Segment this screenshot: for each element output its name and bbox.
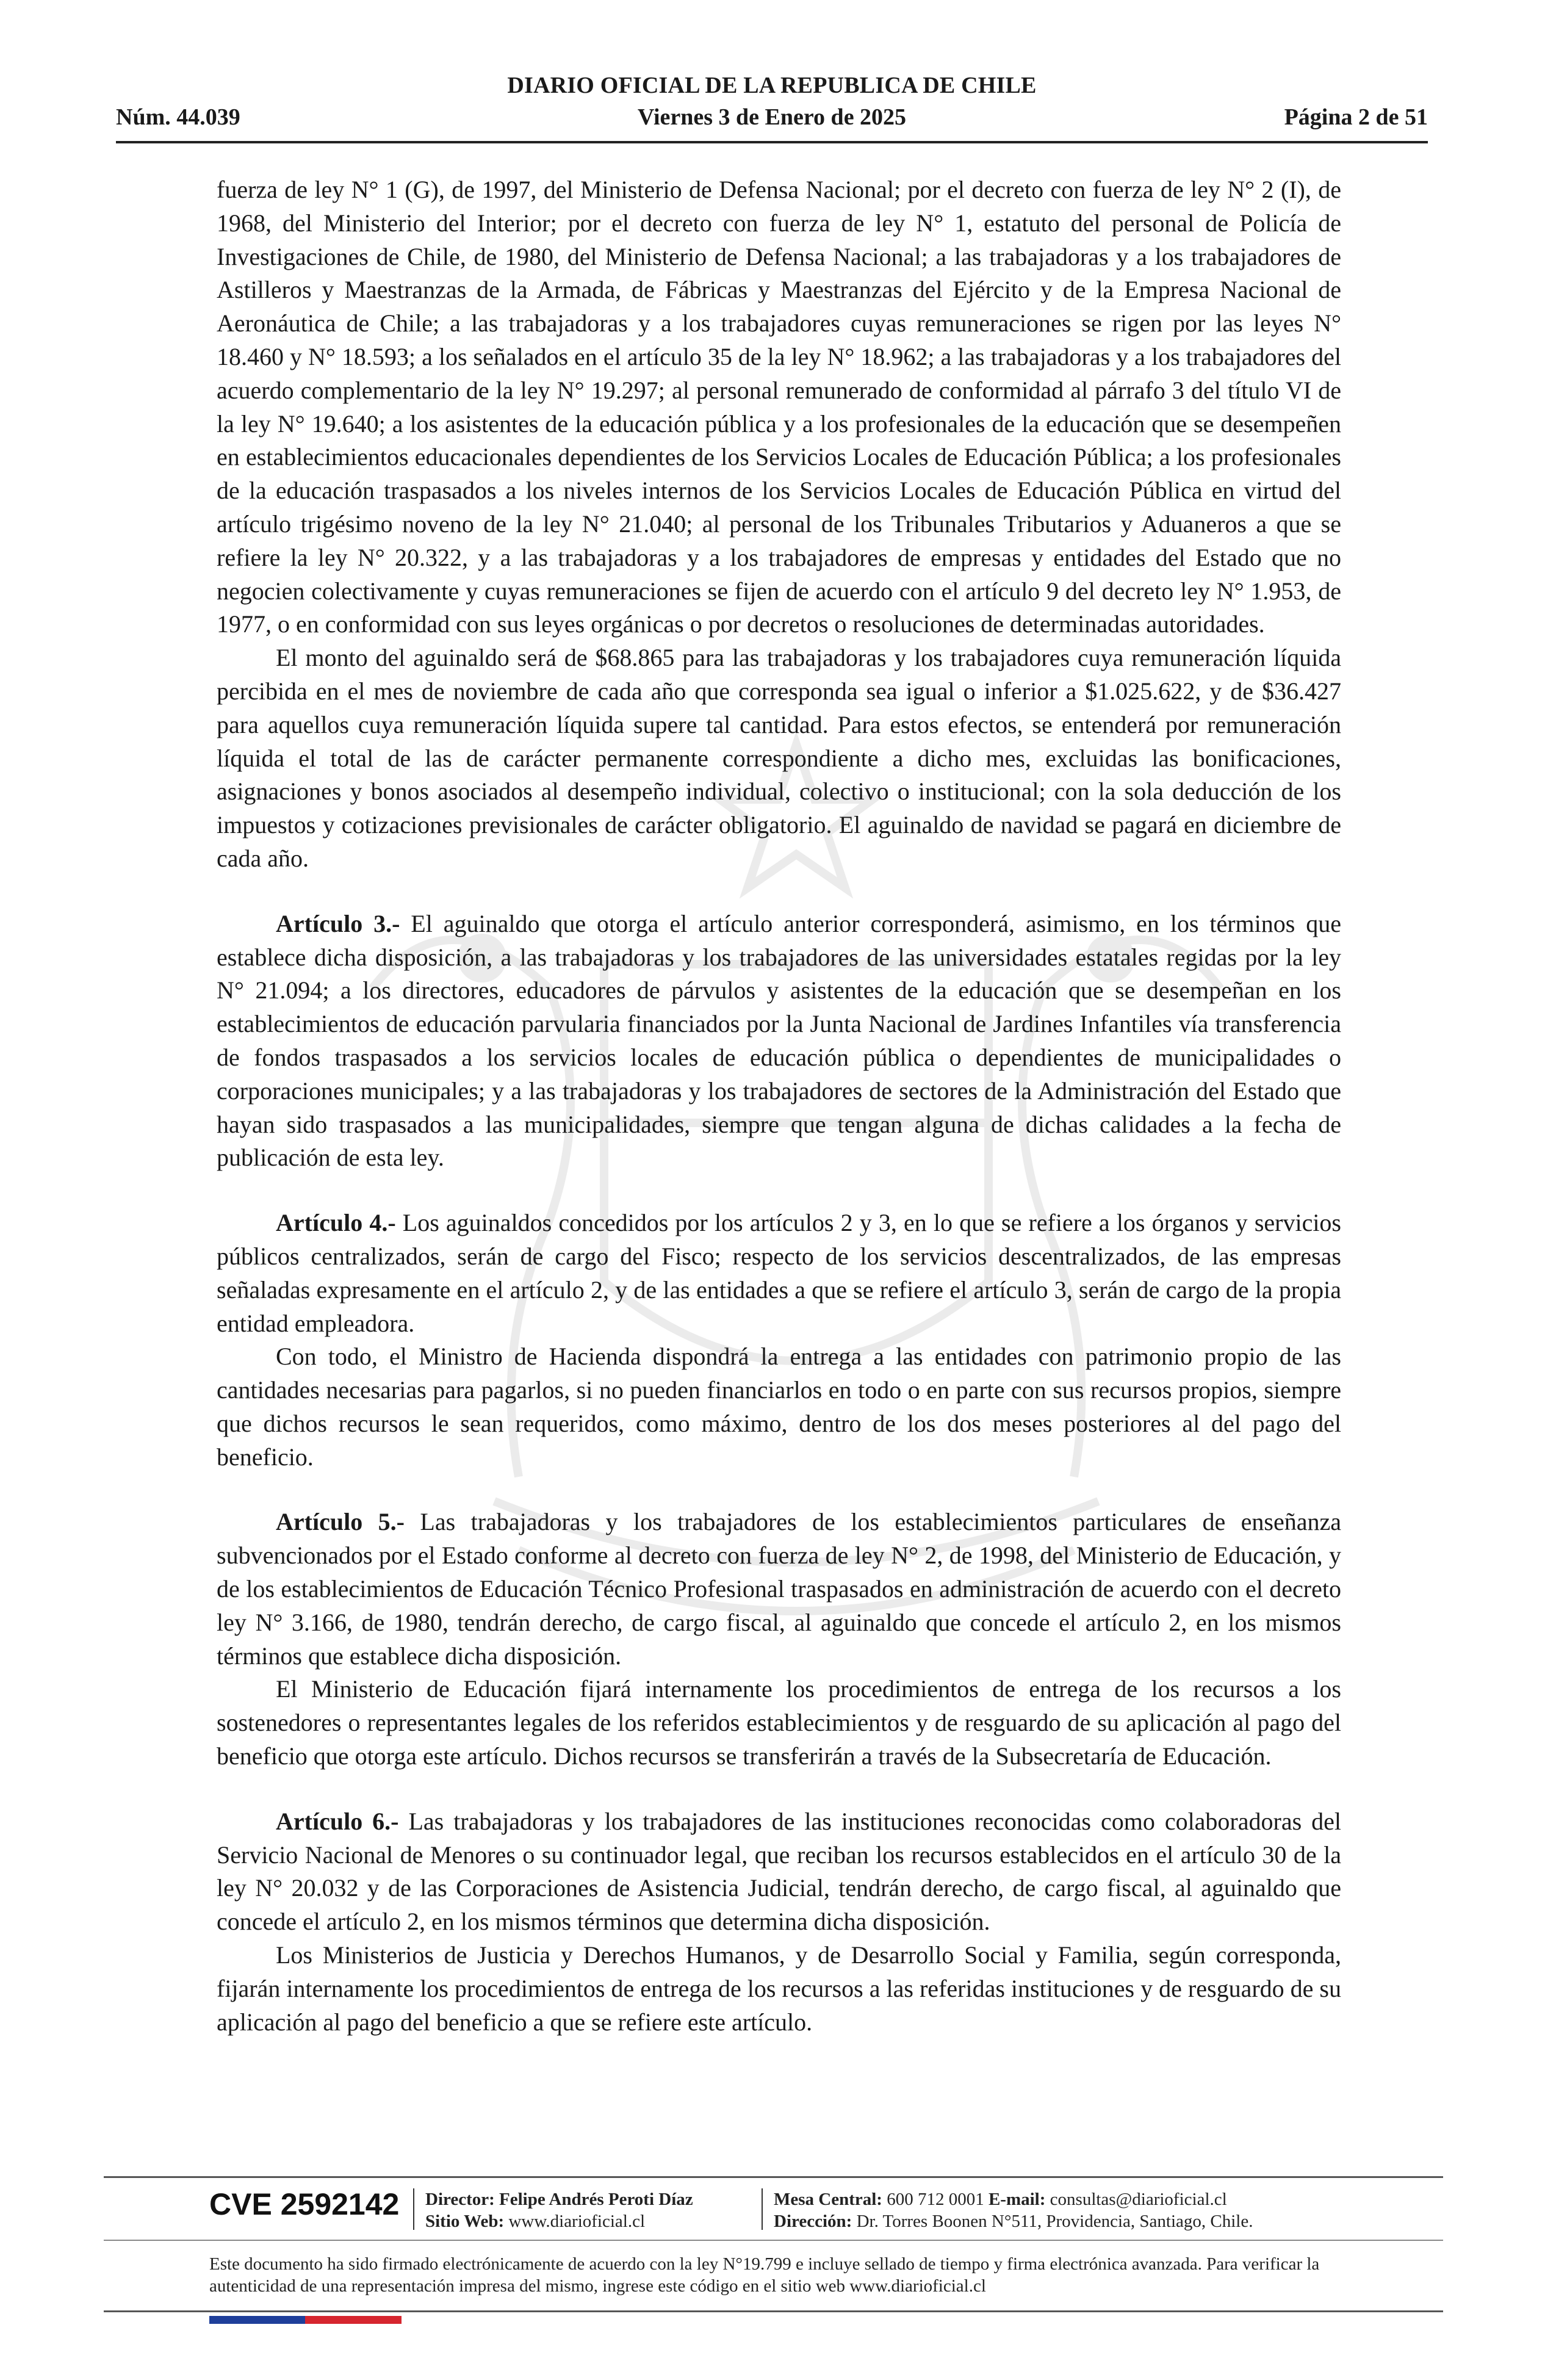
- footer-middle-divider: [104, 2240, 1443, 2241]
- mesa-phone: 600 712 0001: [887, 2190, 984, 2209]
- mesa-label: Mesa Central:: [774, 2190, 882, 2209]
- website-line: [425, 2210, 693, 2232]
- footer-top-divider: [104, 2176, 1443, 2178]
- issue-number: Núm. 44.039: [116, 104, 240, 130]
- article-3-heading: Artículo 3.-: [276, 909, 400, 937]
- document-body: [217, 173, 1341, 2039]
- website-label: Sitio Web:: [425, 2212, 505, 2231]
- address-line: [774, 2210, 1253, 2232]
- footer-bottom-divider: [104, 2310, 1443, 2312]
- article-3: [217, 907, 1341, 1175]
- flag-stripe-blue: [209, 2316, 305, 2324]
- page-header: [116, 72, 1428, 145]
- article-4-paragraph-2: Con todo, el Ministro de Hacienda dispondrá la entrega a las entidades con patrimonio propio de las cantidades necesarias para pagarlos, si no pueden financiarlos en todo o en parte con sus recursos propios, siempre que dichos recursos le sean requeridos, como máximo, dentro de los dos meses posteriores al del pago del beneficio.: [217, 1343, 1341, 1471]
- paragraph-continuation: fuerza de ley N° 1 (G), de 1997, del Ministerio de Defensa Nacional; por el decreto con fuerza de ley N° 2 (I), de 1968, del Ministerio del Interior; por el decreto con fuerza de ley N° 1, estatuto del personal de Policía de Investigaciones de Chile, de 1980, del Ministerio de Defensa Nacional; a las trabajadoras y a los trabajadores de Astilleros y Maestranzas de la Armada, de Fábricas y Maestranzas del Ejército y de la Empresa Nacional de Aeronáutica de Chile; a las trabajadoras y a los trabajadores cuyas remuneraciones se rigen por las leyes N° 18.460 y N° 18.593; a los señalados en el artículo 35 de la ley N° 18.962; a las trabajadoras y a los trabajadores del acuerdo complementario de la ley N° 19.297; al personal remunerado de conformidad al párrafo 3 del título VI de la ley N° 19.640; a los asistentes de la educación pública y a los profesionales de la educación que se desempeñen en establecimientos educacionales dependientes de los Servicios Locales de Educación Pública; a los profesionales de la educación traspasados a los niveles internos de los Servicios Locales de Educación Pública en virtud del artículo trigésimo noveno de la ley N° 21.040; al personal de los Tribunales Tributarios y Aduaneros a que se refiere la ley N° 20.322, y a las trabajadoras y a los trabajadores de empresas y entidades del Estado que no negocien colectivamente y cuyas remuneraciones se fijen de acuerdo con el artículo 9 del decreto ley N° 1.953, de 1977, o en conformidad con sus leyes orgánicas o por decretos o resoluciones de determinadas autoridades.: [217, 176, 1341, 638]
- article-4-heading: Artículo 4.-: [276, 1209, 396, 1237]
- footer-separator-2: [762, 2188, 763, 2230]
- website-link[interactable]: www.diarioficial.cl: [508, 2212, 646, 2231]
- article-6-text: Las trabajadoras y los trabajadores de las instituciones reconocidas como colaboradoras del Servicio Nacional de Menores o su continuador legal, que reciban los recursos establecidos en el artículo 30 de la ley N° 20.032 y de las Corporaciones de Asistencia Judicial, tendrán derecho, de cargo fiscal, al aguinaldo que concede el artículo 2, en los mismos términos que determina dicha disposición.: [217, 1807, 1341, 1936]
- footer-separator-1: [413, 2188, 414, 2230]
- header-divider: [116, 141, 1428, 143]
- director-label: Director:: [425, 2190, 495, 2209]
- publication-title: DIARIO OFICIAL DE LA REPUBLICA DE CHILE: [507, 73, 1037, 98]
- article-4-text: Los aguinaldos concedidos por los artículos 2 y 3, en lo que se refiere a los órganos y servicios públicos centralizados, serán de cargo del Fisco; respecto de los servicios descentralizados, de las empresas señaladas expresamente en el artículo 2, y de las entidades a que se refiere el artículo 3, serán de cargo de la propia entidad empleadora.: [217, 1209, 1342, 1337]
- paragraph-amount: El monto del aguinaldo será de $68.865 para las trabajadoras y los trabajadores cuya remuneración líquida percibida en el mes de noviembre de cada año que corresponda sea igual o inferior a $1.025.622, y de $36.427 para aquellos cuya remuneración líquida supere tal cantidad. Para estos efectos, se entenderá por remuneración líquida el total de las de carácter permanente correspondiente a dicho mes, excluidas las bonificaciones, asignaciones y bonos asociados al desempeño individual, colectivo o institucional; con la sola deducción de los impuestos y cotizaciones previsionales de carácter obligatorio. El aguinaldo de navidad se pagará en diciembre de cada año.: [217, 644, 1341, 872]
- electronic-signature-notice: Este documento ha sido firmado electrónicamente de acuerdo con la ley N°19.799 e incluye sellado de tiempo y firma electrónica avanzada. Para verificar la autenticidad de una representación impresa del mismo, ingrese este código en el sitio web www.diarioficial.cl: [209, 2254, 1320, 2296]
- article-4: [217, 1206, 1341, 1340]
- cve-code: CVE 2592142: [209, 2187, 400, 2221]
- article-6: [217, 1805, 1341, 1939]
- article-5-heading: Artículo 5.-: [276, 1508, 405, 1536]
- footer-director-block: [425, 2188, 693, 2232]
- flag-stripe-red: [305, 2316, 402, 2324]
- publication-date: Viernes 3 de Enero de 2025: [637, 104, 907, 130]
- article-5: [217, 1506, 1341, 1673]
- director-name: Felipe Andrés Peroti Díaz: [499, 2190, 693, 2209]
- director-line: [425, 2188, 693, 2210]
- article-5-text: Las trabajadoras y los trabajadores de los establecimientos particulares de enseñanza subvencionados por el Estado conforme al decreto con fuerza de ley N° 2, de 1998, del Ministerio de Educación, y de los establecimientos de Educación Técnico Profesional traspasados en administración de acuerdo con el decreto ley N° 3.166, de 1980, tendrán derecho, de cargo fiscal, al aguinaldo que concede el artículo 2, en los mismos términos que establece dicha disposición.: [217, 1508, 1341, 1670]
- article-6-heading: Artículo 6.-: [276, 1807, 399, 1835]
- address-label: Dirección:: [774, 2212, 852, 2231]
- article-5-paragraph-2: El Ministerio de Educación fijará internamente los procedimientos de entrega de los recursos a los sostenedores o representantes legales de los referidos establecimientos y de resguardo de su aplicación al pago del beneficio que otorga este artículo. Dichos recursos se transferirán a través de la Subsecretaría de Educación.: [217, 1675, 1341, 1770]
- article-3-text: El aguinaldo que otorga el artículo anterior corresponderá, asimismo, en los términos que establece dicha disposición, a las trabajadoras y los trabajadores de las universidades estatales regidas por la ley N° 21.094; a los directores, educadores de párvulos y asistentes de la educación que se desempeñan en los establecimientos de educación parvularia financiados por la Junta Nacional de Jardines Infantiles vía transferencia de fondos traspasados a los servicios locales de educación pública o dependientes de municipalidades o corporaciones municipales; y a las trabajadoras y los trabajadores de sectores de la Administración del Estado que hayan sido traspasados a las municipalidades, siempre que tengan alguna de dichas calidades a la fecha de publicación de esta ley.: [217, 909, 1341, 1172]
- footer-contact-block: [774, 2188, 1253, 2232]
- page-number: Página 2 de 51: [1284, 104, 1428, 130]
- article-6-paragraph-2: Los Ministerios de Justicia y Derechos Humanos, y de Desarrollo Social y Familia, según corresponda, fijarán internamente los procedimientos de entrega de los recursos a las referidas instituciones y de resguardo de su aplicación al pago del beneficio a que se refiere este artículo.: [217, 1941, 1341, 2036]
- contact-line: [774, 2188, 1253, 2210]
- email-label: E-mail:: [988, 2190, 1046, 2209]
- email-link[interactable]: consultas@diarioficial.cl: [1050, 2190, 1227, 2209]
- address-text: Dr. Torres Boonen N°511, Providencia, Santiago, Chile.: [856, 2212, 1253, 2231]
